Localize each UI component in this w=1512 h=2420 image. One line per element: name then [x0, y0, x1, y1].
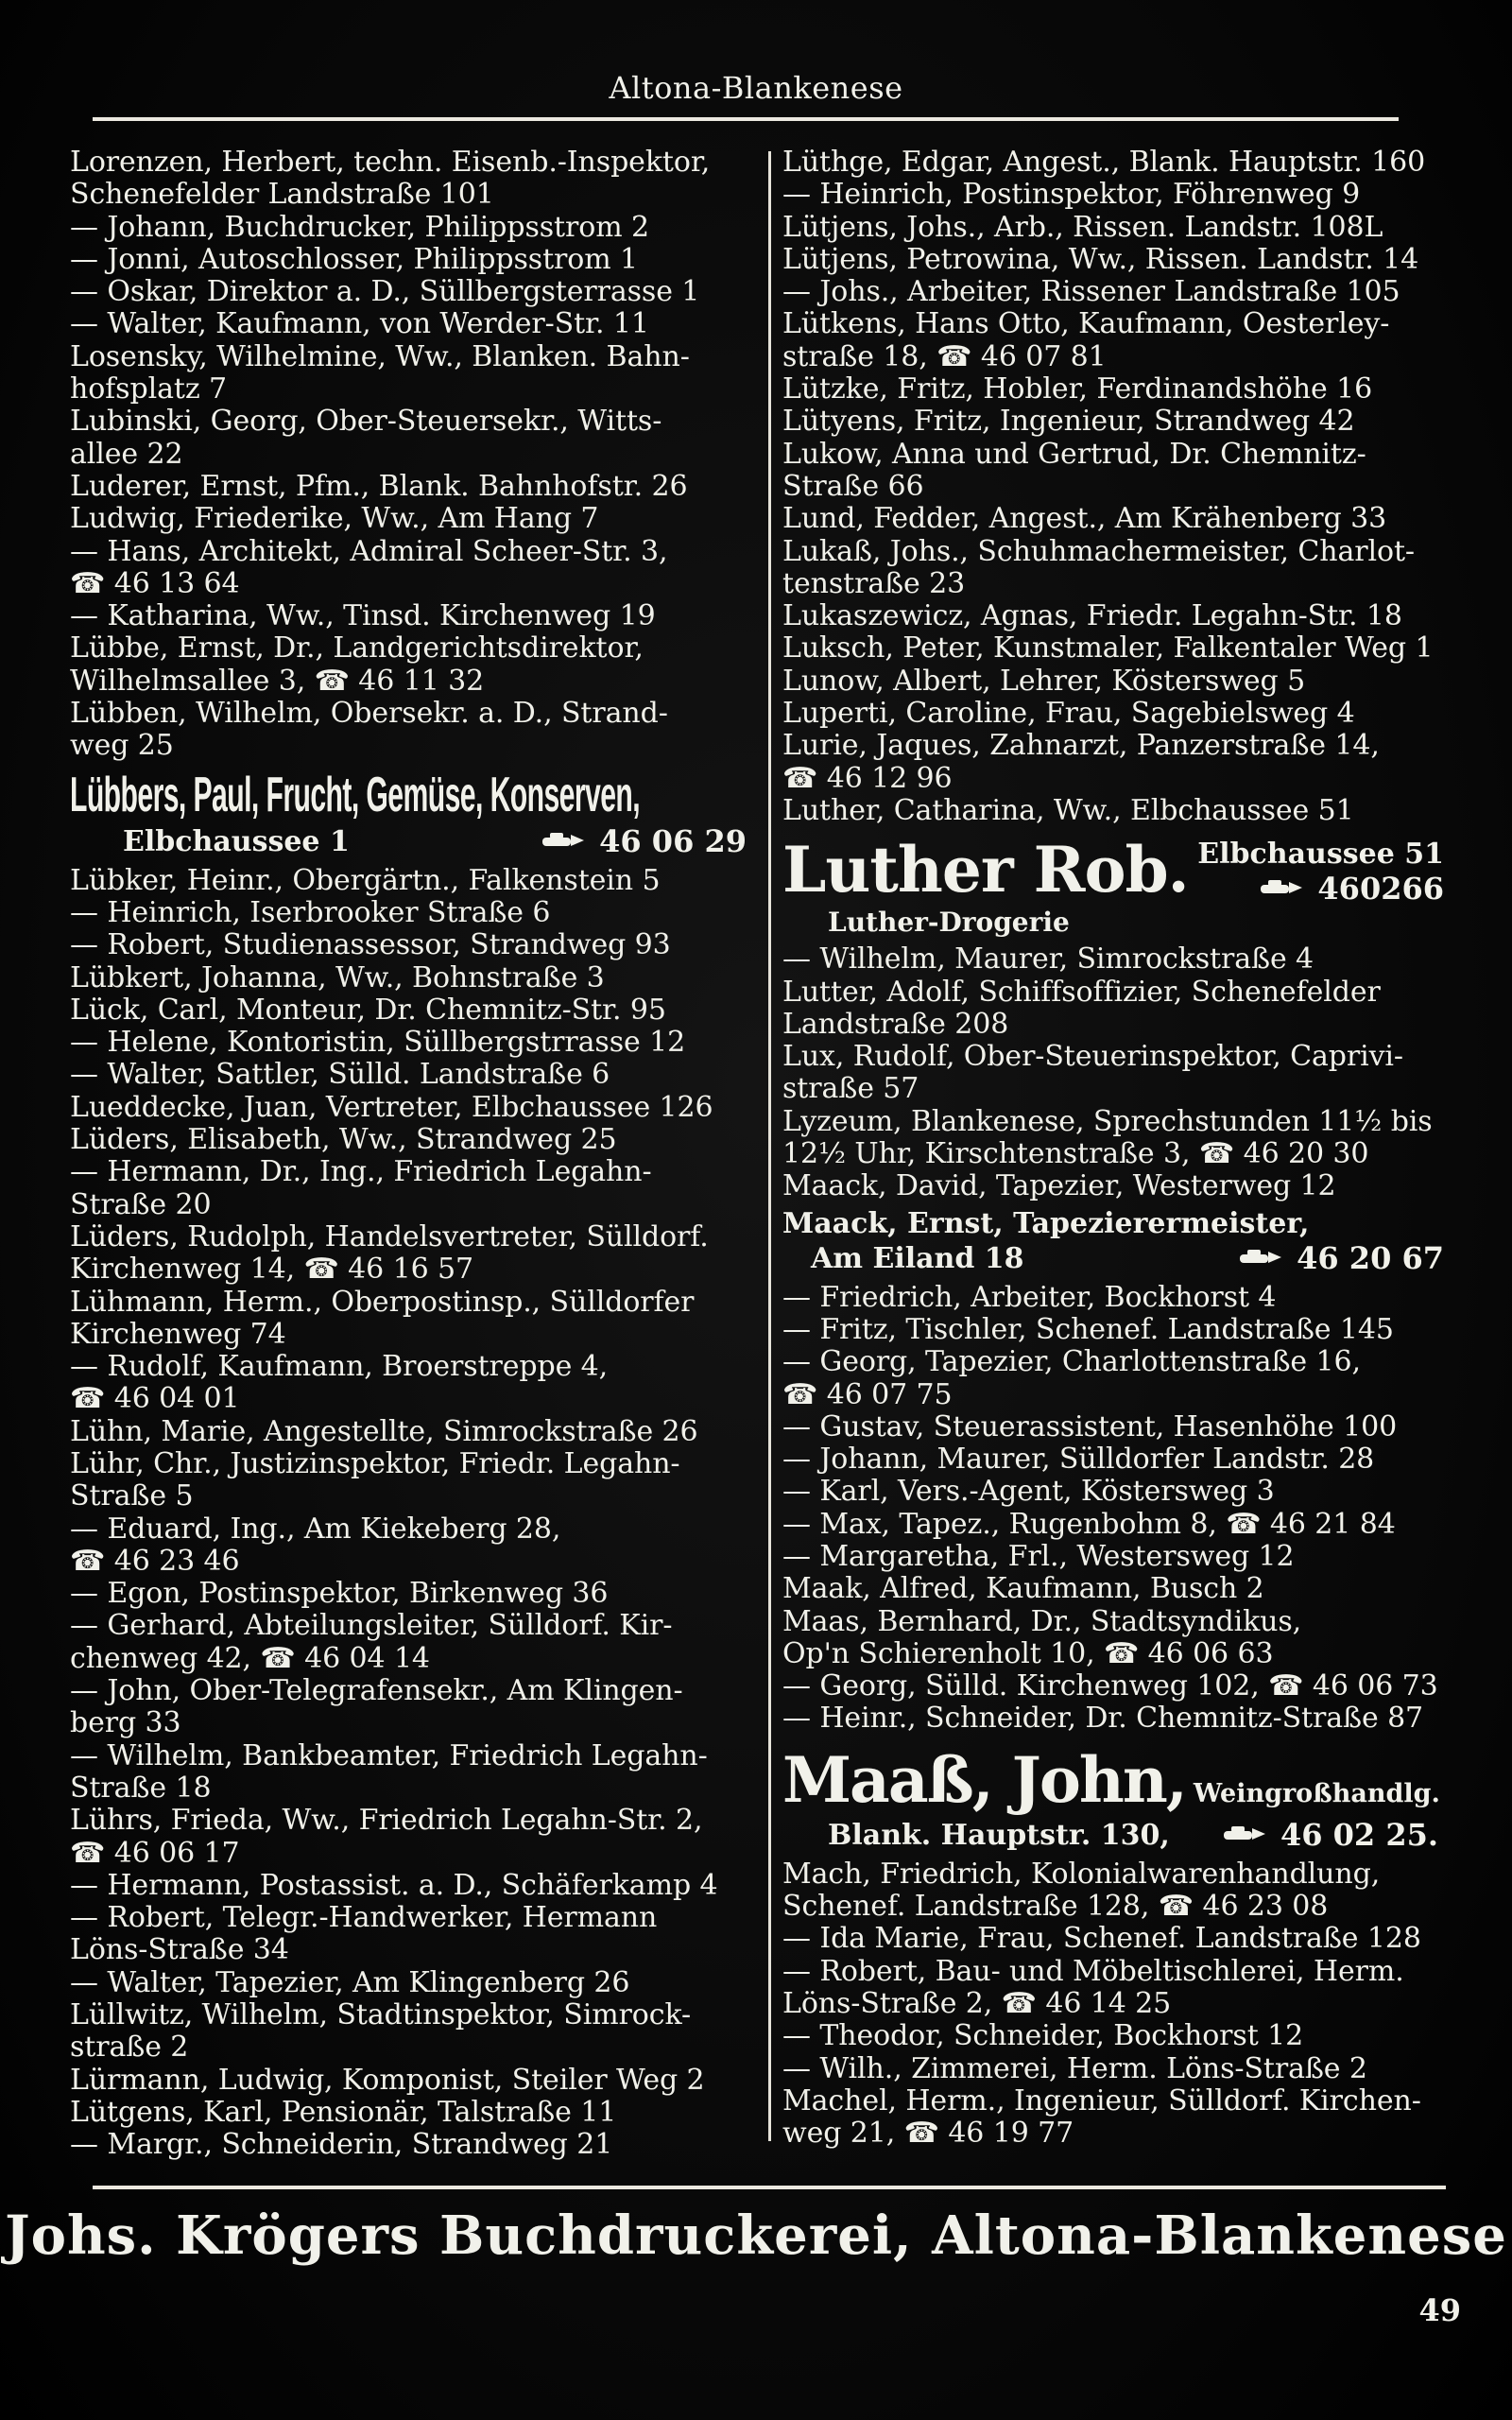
directory-entry: — Georg, Tapezier, Charlottenstraße 16, ☎ 46 07 75 — [782, 1345, 1361, 1411]
directory-entry: Maas, Bernhard, Dr., Stadtsyndikus, Op'n Schierenholt 10, ☎ 46 06 63 — [782, 1604, 1302, 1670]
directory-entry: Maack, David, Tapezier, Westerweg 12 — [782, 1169, 1336, 1203]
directory-entry: Losensky, Wilhelmine, Ww., Blanken. Bahn- hofsplatz 7 — [70, 339, 690, 406]
telephone-icon — [1238, 1247, 1283, 1268]
directory-entry: Lütkens, Hans Otto, Kaufmann, Oesterley- straße 18, ☎ 46 07 81 — [782, 307, 1390, 373]
directory-entry: Lühn, Marie, Angestellte, Simrockstraße 26 — [70, 1414, 698, 1448]
entry-list — [782, 147, 1444, 827]
header-rule — [93, 117, 1399, 121]
ad-address: Am Eiland 18 — [811, 1241, 1024, 1275]
directory-entry: — Georg, Sülld. Kirchenweg 102, ☎ 46 06 73 — [782, 1669, 1438, 1703]
entry-list — [70, 865, 747, 2162]
directory-entry: — Johann, Maurer, Sülldorfer Landstr. 28 — [782, 1443, 1375, 1477]
ad-contact — [1197, 838, 1444, 907]
ad-business-name: Maack, Ernst, Tapezierermeister, — [782, 1206, 1310, 1240]
directory-entry: — Johs., Arbeiter, Rissener Landstraße 105 — [782, 275, 1400, 309]
directory-entry: — Ida Marie, Frau, Schenef. Landstraße 128 — [782, 1922, 1421, 1956]
directory-entry: Lueddecke, Juan, Vertreter, Elbchaussee 126 — [70, 1090, 713, 1124]
directory-entry: Lürmann, Ludwig, Komponist, Steiler Weg 2 — [70, 2063, 705, 2097]
ad-phone — [1253, 872, 1444, 906]
directory-entry: — Friedrich, Arbeiter, Bockhorst 4 — [782, 1280, 1277, 1314]
directory-entry: — Fritz, Tischler, Schenef. Landstraße 145 — [782, 1312, 1394, 1346]
ad-address: Elbchaussee 1 — [123, 824, 350, 858]
telephone-icon — [541, 830, 586, 851]
directory-entry: Lütgens, Karl, Pensionär, Talstraße 11 — [70, 2095, 617, 2129]
directory-entry: — Oskar, Direktor a. D., Süllbergsterrasse 1 — [70, 275, 700, 309]
page-title: Altona-Blankenese — [609, 70, 903, 106]
directory-entry: Lüders, Rudolph, Handelsvertreter, Sülldorf. Kirchenweg 14, ☎ 46 16 57 — [70, 1219, 709, 1287]
directory-entry: Luksch, Peter, Kunstmaler, Falkentaler Weg 1 — [782, 631, 1434, 666]
directory-entry: Lührs, Frieda, Ww., Friedrich Legahn-Str. 2, ☎ 46 06 17 — [70, 1804, 703, 1870]
left-column — [70, 147, 747, 2162]
directory-entry: — Wilh., Zimmerei, Herm. Löns-Straße 2 — [782, 2051, 1367, 2085]
directory-entry: — John, Ober-Telegrafensekr., Am Klingen- berg 33 — [70, 1674, 683, 1740]
ad-address: Blank. Hauptstr. 130, — [828, 1818, 1170, 1852]
telephone-icon — [1259, 877, 1304, 898]
directory-entry: — Eduard, Ing., Am Kiekeberg 28, ☎ 46 23 46 — [70, 1512, 561, 1578]
directory-entry: Lunow, Albert, Lehrer, Köstersweg 5 — [782, 664, 1306, 698]
ad-maass — [782, 1743, 1444, 1853]
directory-entry: Lühmann, Herm., Oberpostinsp., Sülldorfer Kirchenweg 74 — [70, 1285, 695, 1351]
directory-entry: — Karl, Vers.-Agent, Köstersweg 3 — [782, 1475, 1275, 1509]
directory-entry: — Wilhelm, Maurer, Simrockstraße 4 — [782, 942, 1314, 977]
ad-phone-number: 460266 — [1317, 871, 1444, 908]
directory-entry: Ludwig, Friederike, Ww., Am Hang 7 — [70, 502, 599, 536]
directory-entry: — Walter, Kaufmann, von Werder-Str. 11 — [70, 307, 649, 341]
directory-entry: Lück, Carl, Monteur, Dr. Chemnitz-Str. 95 — [70, 993, 666, 1027]
directory-entry: — Robert, Studienassessor, Strandweg 93 — [70, 928, 671, 962]
directory-entry: — Gustav, Steuerassistent, Hasenhöhe 100 — [782, 1409, 1398, 1443]
directory-entry: — Robert, Telegr.-Handwerker, Hermann Löns-Straße 34 — [70, 1901, 658, 1967]
entry-list — [782, 943, 1444, 1202]
footer-rule — [93, 2186, 1446, 2189]
ad-subtitle: Luther-Drogerie — [828, 907, 1070, 939]
directory-entry: Luperti, Caroline, Frau, Sagebielsweg 4 — [782, 697, 1355, 731]
directory-entry: Luderer, Ernst, Pfm., Blank. Bahnhofstr. 26 — [70, 469, 688, 503]
directory-entry: Lukow, Anna und Gertrud, Dr. Chemnitz- Straße 66 — [782, 437, 1366, 503]
directory-entry: — Robert, Bau- und Möbeltischlerei, Herm. Löns-Straße 2, ☎ 46 14 25 — [782, 1954, 1404, 2020]
directory-entry: Mach, Friedrich, Kolonialwarenhandlung, Schenef. Landstraße 128, ☎ 46 23 08 — [782, 1857, 1381, 1924]
directory-entry: Lütjens, Johs., Arb., Rissen. Landstr. 108L — [782, 210, 1383, 244]
directory-entry: — Wilhelm, Bankbeamter, Friedrich Legahn- Straße 18 — [70, 1738, 708, 1805]
entry-list — [782, 1282, 1444, 1736]
directory-entry: — Helene, Kontoristin, Süllbergstrrasse 12 — [70, 1026, 686, 1060]
ad-luebbers — [70, 767, 747, 859]
directory-entry: Lukaß, Johs., Schuhmachermeister, Charlot- tenstraße 23 — [782, 534, 1415, 600]
directory-entry: Lützke, Fritz, Hobler, Ferdinandshöhe 16 — [782, 372, 1373, 406]
ad-phone-number: 46 20 67 — [1297, 1239, 1444, 1276]
ad-phone — [535, 823, 747, 859]
directory-entry: — Rudolf, Kaufmann, Broerstreppe 4, ☎ 46 04 01 — [70, 1350, 609, 1416]
directory-entry: — Hermann, Dr., Ing., Friedrich Legahn- Straße 20 — [70, 1155, 652, 1221]
directory-entry: Lutter, Adolf, Schiffsoffizier, Schenefelder Landstraße 208 — [782, 975, 1381, 1041]
directory-entry: Machel, Herm., Ingenieur, Sülldorf. Kirchen- weg 21, ☎ 46 19 77 — [782, 2083, 1421, 2151]
printer-banner: Johs. Krögers Buchdruckerei, Altona-Blankenese — [5, 2204, 1507, 2267]
directory-entry: Lukaszewicz, Agnas, Friedr. Legahn-Str. 18 — [782, 599, 1402, 633]
directory-entry: — Katharina, Ww., Tinsd. Kirchenweg 19 — [70, 599, 656, 633]
directory-entry: Lübker, Heinr., Obergärtn., Falkenstein 5 — [70, 863, 661, 897]
directory-entry: — Heinr., Schneider, Dr. Chemnitz-Straße 87 — [782, 1702, 1424, 1736]
directory-entry: Lübkert, Johanna, Ww., Bohnstraße 3 — [70, 960, 605, 994]
entry-list — [70, 147, 747, 763]
directory-entry: Luther, Catharina, Ww., Elbchaussee 51 — [782, 793, 1354, 827]
ad-business-type: Weingroßhandlg. — [1193, 1778, 1440, 1808]
ad-phone-number: 46 02 25. — [1280, 1816, 1438, 1853]
ad-phone-number: 46 06 29 — [599, 822, 747, 859]
ad-business-name: Lübbers, Paul, Frucht, Gemüse, Konserven, — [70, 767, 641, 822]
directory-entry: Lux, Rudolf, Ober-Steuerinspektor, Caprivi- straße 57 — [782, 1040, 1403, 1106]
ad-phone — [1216, 1817, 1438, 1853]
directory-entry: Maak, Alfred, Kaufmann, Busch 2 — [782, 1572, 1264, 1606]
directory-entry: Lütyens, Fritz, Ingenieur, Strandweg 42 — [782, 405, 1355, 439]
right-column — [782, 147, 1444, 2150]
directory-entry: Lütjens, Petrowina, Ww., Rissen. Landstr. 14 — [782, 242, 1419, 276]
directory-entry: — Hermann, Postassist. a. D., Schäferkamp 4 — [70, 1868, 718, 1902]
ad-maack — [782, 1207, 1444, 1276]
ad-address: Elbchaussee 51 — [1197, 838, 1444, 872]
directory-entry: — Walter, Sattler, Sülld. Landstraße 6 — [70, 1058, 610, 1092]
directory-entry: — Egon, Postinspektor, Birkenweg 36 — [70, 1577, 609, 1611]
directory-entry: — Heinrich, Iserbrooker Straße 6 — [70, 895, 551, 929]
directory-entry: — Jonni, Autoschlosser, Philippsstrom 1 — [70, 242, 638, 276]
column-divider — [768, 151, 771, 2141]
directory-entry: Lübbe, Ernst, Dr., Landgerichtsdirektor, Wilhelmsallee 3, ☎ 46 11 32 — [70, 631, 644, 698]
entry-list — [782, 1858, 1444, 2151]
directory-entry: — Johann, Buchdrucker, Philippsstrom 2 — [70, 210, 649, 244]
ad-business-name: Luther Rob. — [782, 833, 1189, 908]
directory-entry: — Margr., Schneiderin, Strandweg 21 — [70, 2128, 613, 2162]
directory-entry: — Gerhard, Abteilungsleiter, Sülldorf. Kir- chenweg 42, ☎ 46 04 14 — [70, 1609, 673, 1675]
directory-entry: — Hans, Architekt, Admiral Scheer-Str. 3, ☎ 46 13 64 — [70, 534, 668, 600]
directory-entry: Lyzeum, Blankenese, Sprechstunden 11½ bis 12½ Uhr, Kirschtenstraße 3, ☎ 46 20 30 — [782, 1104, 1433, 1171]
directory-entry: Lüthge, Edgar, Angest., Blank. Hauptstr. 160 — [782, 146, 1426, 179]
directory-entry: — Max, Tapez., Rugenbohm 8, ☎ 46 21 84 — [782, 1507, 1396, 1541]
directory-entry: Lurie, Jaques, Zahnarzt, Panzerstraße 14, ☎ 46 12 96 — [782, 729, 1380, 795]
telephone-icon — [1222, 1824, 1267, 1844]
directory-entry: Lubinski, Georg, Ober-Steuersekr., Witts- allee 22 — [70, 405, 662, 471]
directory-entry: — Walter, Tapezier, Am Klingenberg 26 — [70, 1965, 630, 1999]
directory-entry: Lüllwitz, Wilhelm, Stadtinspektor, Simrock- straße 2 — [70, 1998, 692, 2065]
directory-entry: Lund, Fedder, Angest., Am Krähenberg 33 — [782, 502, 1387, 536]
directory-entry: — Margaretha, Frl., Westersweg 12 — [782, 1539, 1295, 1573]
directory-entry: — Heinrich, Postinspektor, Föhrenweg 9 — [782, 178, 1361, 212]
directory-entry: Lühr, Chr., Justizinspektor, Friedr. Legahn- Straße 5 — [70, 1446, 680, 1513]
directory-entry: Lorenzen, Herbert, techn. Eisenb.-Inspektor, Schenefelder Landstraße 101 — [70, 146, 711, 212]
ad-business-name: Maaß, John, — [782, 1742, 1186, 1817]
directory-entry: — Theodor, Schneider, Bockhorst 12 — [782, 2019, 1304, 2053]
ad-luther — [782, 833, 1444, 938]
directory-entry: Lüders, Elisabeth, Ww., Strandweg 25 — [70, 1123, 617, 1157]
ad-phone — [1232, 1240, 1444, 1276]
directory-entry: Lübben, Wilhelm, Obersekr. a. D., Strand- weg 25 — [70, 697, 668, 763]
page-number: 49 — [1418, 2292, 1461, 2328]
